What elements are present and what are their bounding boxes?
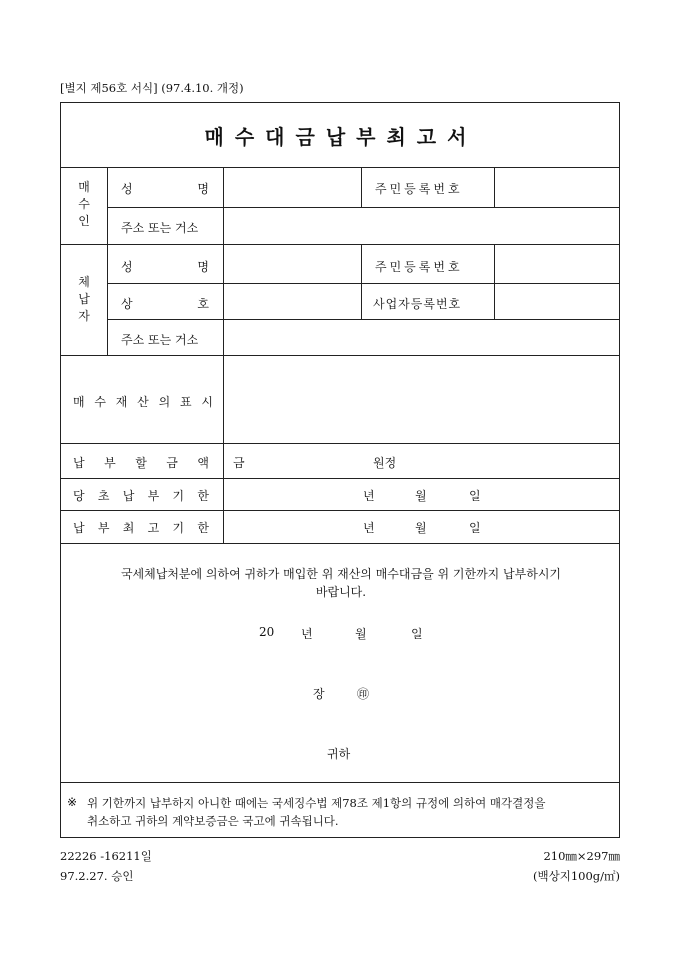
- notice-date-month: 월: [355, 627, 367, 641]
- original-deadline-day: 일: [469, 489, 481, 503]
- notice-text-line2: 바랍니다.: [315, 585, 367, 599]
- office-head-label: 장: [313, 687, 325, 701]
- warning-text-line2: 취소하고 귀하의 계약보증금은 국고에 귀속됩니다.: [87, 814, 339, 828]
- notice-date-day: 일: [411, 627, 423, 641]
- demand-deadline-month: 월: [415, 521, 427, 535]
- notice-date-year: 년: [301, 627, 313, 641]
- amount-suffix: 원정: [373, 456, 397, 470]
- demand-form: [60, 102, 620, 838]
- buyer-group-label: 매 수 인: [78, 180, 90, 228]
- debtor-name-field[interactable]: [231, 250, 356, 278]
- payment-amount-field[interactable]: [251, 449, 366, 473]
- buyer-name-field[interactable]: [231, 173, 356, 201]
- form-title: 매수대금납부최고서: [204, 125, 478, 149]
- warning-text-line1: 위 기한까지 납부하지 아니한 때에는 국세징수법 제78조 제1항의 규정에 의하여 매각결정을: [87, 796, 546, 810]
- property-description-label: 매 수 재 산 의 표 시: [73, 395, 213, 409]
- amount-prefix: 금: [233, 456, 245, 470]
- approval-date: 97.2.27. 승인: [60, 869, 134, 883]
- debtor-address-label: 주소 또는 거소: [121, 333, 199, 347]
- original-deadline-year: 년: [363, 489, 375, 503]
- debtor-trade-name-field[interactable]: [231, 288, 356, 314]
- original-deadline-label: 당 초 납 부 기 한: [73, 489, 209, 503]
- addressee-label: 귀하: [327, 747, 351, 761]
- buyer-address-field[interactable]: [231, 213, 611, 239]
- demand-deadline-year: 년: [363, 521, 375, 535]
- debtor-address-field[interactable]: [231, 325, 611, 351]
- form-code: 22226 -16211일: [60, 849, 152, 863]
- form-number-header: [별지 제56호 서식] (97.4.10. 개정): [60, 81, 244, 95]
- original-deadline-month: 월: [415, 489, 427, 503]
- debtor-group-label: 체 납 자: [78, 275, 90, 323]
- paper-type: (백상지100g/㎡): [533, 869, 620, 883]
- payment-amount-label: 납 부 할 금 액: [73, 456, 209, 470]
- property-description-field[interactable]: [231, 361, 611, 437]
- debtor-brn-field[interactable]: [501, 288, 613, 314]
- debtor-brn-label: 사업자등록번호: [373, 297, 462, 311]
- buyer-rrn-field[interactable]: [501, 173, 613, 201]
- demand-deadline-label: 납 부 최 고 기 한: [73, 521, 209, 535]
- paper-size: 210㎜×297㎜: [543, 849, 620, 863]
- debtor-rrn-label: 주민등록번호: [375, 260, 463, 274]
- buyer-name-label: 성 명: [121, 182, 209, 196]
- seal-mark: ㊞: [357, 687, 370, 701]
- debtor-name-label: 성 명: [121, 260, 209, 274]
- debtor-rrn-field[interactable]: [501, 250, 613, 278]
- debtor-trade-name-label: 상 호: [121, 297, 209, 311]
- notice-date-prefix: 20: [259, 625, 275, 639]
- buyer-rrn-label: 주민등록번호: [375, 182, 463, 196]
- notice-text-line1: 국세체납처분에 의하여 귀하가 매입한 위 재산의 매수대금을 위 기한까지 납부하시기: [120, 567, 562, 581]
- demand-deadline-day: 일: [469, 521, 481, 535]
- warning-mark: ※: [67, 795, 78, 809]
- buyer-address-label: 주소 또는 거소: [121, 221, 199, 235]
